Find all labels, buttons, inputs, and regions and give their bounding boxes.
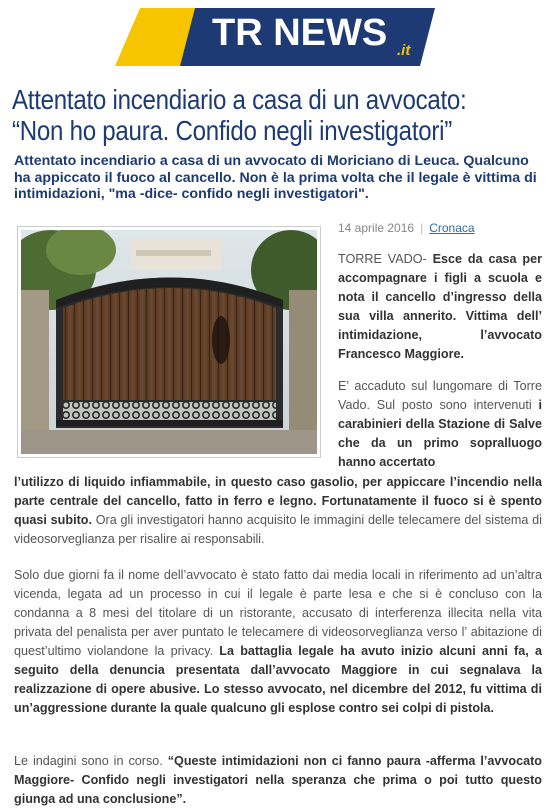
meta-separator: | xyxy=(420,221,424,235)
p3-plain: Solo due giorni fa il nome dell’avvocato è stato fatto dai media locali in riferimento ad un’altra vicenda, legata ad un processo in cui il legale è parte lesa e che si è concluso con la condanna a 8 mesi del titolare di un ristorante, accusato di interferenza illecita nella vita privata del penalista per aver puntato le telecamere di videosorveglianza verso l’ abitazione di quest’ultimo violandone la privacy. xyxy=(14,568,542,658)
article-title-line1: Attentato incendiario a casa di un avvocato: xyxy=(12,84,467,115)
logo-suffix: .it xyxy=(397,42,411,59)
article-date: 14 aprile 2016 xyxy=(338,221,415,235)
category-link[interactable]: Cronaca xyxy=(429,221,475,235)
p1-bold: Esce da casa per accompagnare i figli a scuola e nota il cancello d’ingresso della sua villa annerito. Vittima dell’ intimidazione, l’avvocato Francesco Maggiore. xyxy=(338,252,542,361)
article-lead: Attentato incendiario a casa di un avvocato di Moriciano di Leuca. Qualcuno ha appiccato il fuoco al cancello. Non è la prima volta che il legale è vittima di intimidazioni, "ma -dice- confido negli investigatori". xyxy=(14,153,537,202)
site-logo[interactable] xyxy=(0,0,554,70)
gate-image xyxy=(21,230,317,454)
article-meta xyxy=(338,221,475,235)
p1-plain: TORRE VADO- xyxy=(338,252,433,266)
article-title-line2: “Non ho paura. Confido negli investigatori” xyxy=(12,115,452,146)
p2b-bold: l’utilizzo di liquido infiammabile, in questo caso gasolio, per appiccare l’incendio nella parte centrale del cancello, fatto in ferro e legno. Fortunatamente il fuoco si è spento quasi subito. xyxy=(14,475,542,527)
article-title xyxy=(12,84,547,146)
article-paragraph-3 xyxy=(14,566,542,718)
p2-bold: i carabinieri della Stazione di Salve che da un primo sopralluogo hanno accertato xyxy=(338,398,542,469)
p2b-plain: Ora gli investigatori hanno acquisito le immagini delle telecamere del sistema di videosorveglianza per risalire ai responsabili. xyxy=(14,513,542,546)
logo-brand: TR NEWS xyxy=(212,12,388,54)
p3-bold: La battaglia legale ha avuto inizio alcuni anni fa, a seguito della denuncia presentata dall’avvocato Maggiore in cui segnalava la realizzazione di opere abusive. Lo stesso avvocato, nel dicembre del 2012, fu vittima di un’aggressione durante la quale qualcuno gli esplose contro sei colpi di pistola. xyxy=(14,644,542,715)
p4-plain: Le indagini sono in corso. xyxy=(14,754,168,768)
article-paragraph-4 xyxy=(14,752,542,809)
p2-plain: E’ accaduto sul lungomare di Torre Vado. Sul posto sono intervenuti xyxy=(338,379,542,412)
article-paragraph-2-continued xyxy=(14,473,542,549)
p4-bold: “Queste intimidazioni non ci fanno paura -afferma l’avvocato Maggiore- Confido negli investigatori nella speranza che prima o poi tutto questo giunga ad una conclusione”. xyxy=(14,754,542,806)
article-paragraph-2 xyxy=(338,377,542,472)
article-photo[interactable] xyxy=(17,226,321,458)
article-paragraph-1 xyxy=(338,250,542,364)
